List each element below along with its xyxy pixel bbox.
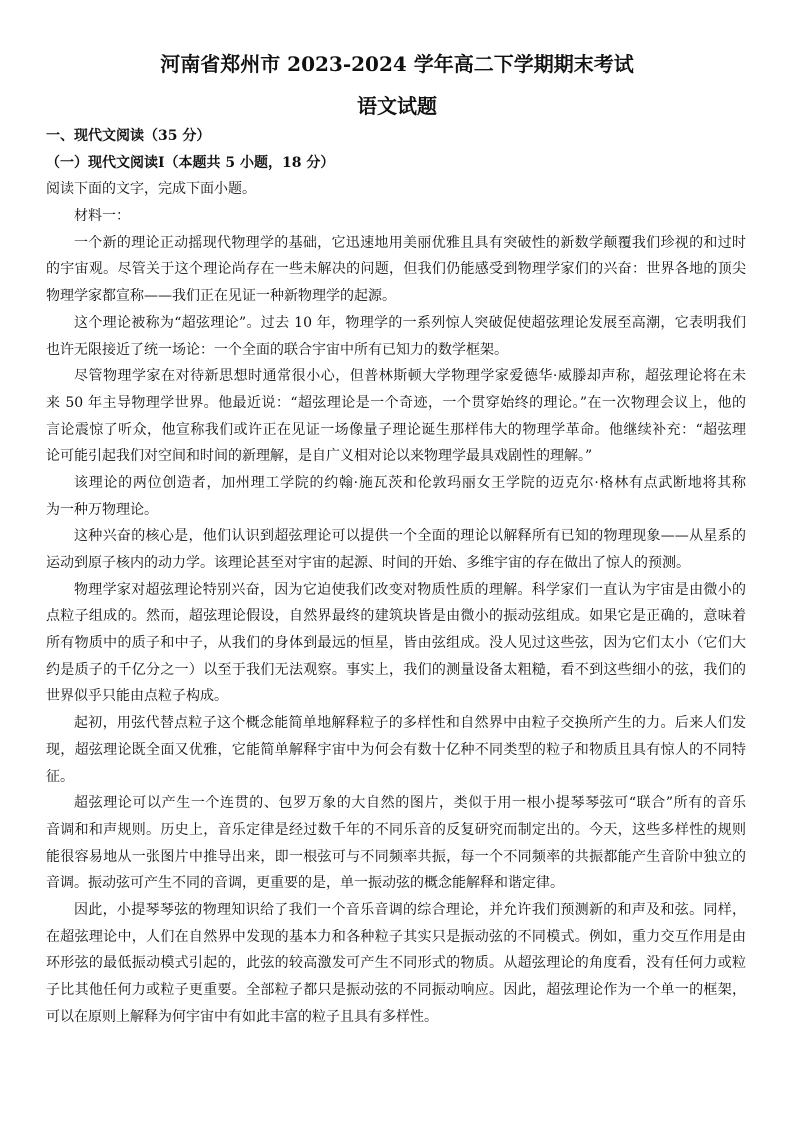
body-line: 约是质子的千亿分之一）以至于我们无法观察。事实上，我们的测量设备太粗糙，看不到这些细小的弦，我们的 <box>46 661 746 678</box>
body-line: 超弦理论可以产生一个连贯的、包罗万象的大自然的图片，类似于用一根小提琴琴弦可“联合”所有的音乐 <box>74 795 746 812</box>
exam-title: 河南省郑州市 2023-2024 学年高二下学期期末考试 <box>160 52 634 76</box>
body-line: 这个理论被称为“超弦理论”。过去 10 年，物理学的一系列惊人突破促使超弦理论发展至高潮，它表明我们 <box>74 314 746 331</box>
material-label: 材料一： <box>74 208 130 225</box>
body-line: 一个新的理论正动摇现代物理学的基础，它迅速地用美丽优雅且具有突破性的新数学颠覆我们珍视的和过时 <box>74 234 746 251</box>
body-line: 子比其他任何力或粒子更重要。全部粒子都只是振动弦的不同振动响应。因此，超弦理论作为一个单一的框架， <box>46 982 746 998</box>
body-line: 音调。振动弦可产生不同的音调，更重要的是，单一振动弦的概念能解释和谐定律。 <box>46 875 564 892</box>
body-line: 运动到原子核内的动力学。该理论甚至对宇宙的起源、时间的开始、多维宇宙的存在做出了惊人的预测。 <box>46 555 690 571</box>
exam-subtitle: 语文试题 <box>357 94 437 118</box>
body-line: 也许无限接近了统一场论：一个全面的联合宇宙中所有已知力的数学框架。 <box>46 341 508 358</box>
body-line: 言论震惊了听众，他宣称我们或许正在见证一场像量子理论诞生那样伟大的物理学革命。他继续补充：“超弦理 <box>46 421 746 438</box>
body-line: 起初，用弦代替点粒子这个概念能简单地解释粒子的多样性和自然界中由粒子交换所产生的力。后来人们发 <box>74 715 746 732</box>
section-heading: 一、现代文阅读（35 分） <box>46 128 211 144</box>
body-line: 物理学家都宣称——我们正在见证一种新物理学的起源。 <box>46 288 396 305</box>
body-line: 该理论的两位创造者，加州理工学院的约翰·施瓦茨和伦敦玛丽女王学院的迈克尔·格林有点武断地将其称 <box>74 474 746 491</box>
part-heading: （一）现代文阅读Ⅰ（本题共 5 小题，18 分） <box>46 154 335 171</box>
body-line: 可以在原则上解释为何宇宙中有如此丰富的粒子且具有多样性。 <box>46 1008 438 1025</box>
exam-content <box>46 126 746 1033</box>
body-line: 这种兴奋的核心是，他们认识到超弦理论可以提供一个全面的理论以解释所有已知的物理现象——从星系的 <box>74 528 746 545</box>
body-line: 尽管物理学家在对待新思想时通常很小心，但普林斯顿大学物理学家爱德华·威滕却声称，超弦理论将在未 <box>74 368 746 385</box>
body-line: 世界似乎只能由点粒子构成。 <box>46 688 228 705</box>
body-line: 能很容易地从一张图片中推导出来，即一根弦可与不同频率共振，每一个不同频率的共振都能产生音阶中独立的 <box>46 848 746 865</box>
body-line: 征。 <box>46 768 74 785</box>
body-line: 音调和和声规则。历史上，音乐定律是经过数千年的不同乐音的反复研究而制定出的。今天，这些多样性的规则 <box>46 821 746 838</box>
body-line: 现，超弦理论既全面又优雅，它能简单解释宇宙中为何会有数十亿种不同类型的粒子和物质且具有惊人的不同特 <box>46 741 746 758</box>
body-line: 点粒子组成的。然而，超弦理论假设，自然界最终的建筑块皆是由微小的振动弦组成。如果它是正确的，意味着 <box>46 608 746 625</box>
body-line: 为一种万物理论。 <box>46 501 158 518</box>
body-line: 论可能引起我们对空间和时间的新理解，是自广义相对论以来物理学最具戏剧性的理解。” <box>46 448 593 465</box>
body-line: 所有物质中的质子和中子，从我们的身体到最远的恒星，皆由弦组成。没人见过这些弦，因为它们太小（它们大 <box>46 635 746 652</box>
body-line: 因此，小提琴琴弦的物理知识给了我们一个音乐音调的综合理论，并允许我们预测新的和声及和弦。同样， <box>74 901 746 918</box>
body-line: 在超弦理论中，人们在自然界中发现的基本力和各种粒子其实只是振动弦的不同模式。例如，重力交互作用是由 <box>46 928 746 945</box>
body-line: 来 50 年主导物理学世界。他最近说：“超弦理论是一个奇迹，一个贯穿始终的理论。”在一次物理会议上，他的 <box>46 394 746 411</box>
body-line: 环形弦的最低振动模式引起的，此弦的较高激发可产生不同形式的物质。从超弦理论的角度看，没有任何力或粒 <box>46 955 746 972</box>
body-line: 的宇宙观。尽管关于这个理论尚存在一些未解决的问题，但我们仍能感受到物理学家们的兴奋：世界各地的顶尖 <box>46 261 746 278</box>
body-line: 物理学家对超弦理论特别兴奋，因为它迫使我们改变对物质性质的理解。科学家们一直认为宇宙是由微小的 <box>74 581 746 598</box>
reading-instruction: 阅读下面的文字，完成下面小题。 <box>46 181 256 198</box>
